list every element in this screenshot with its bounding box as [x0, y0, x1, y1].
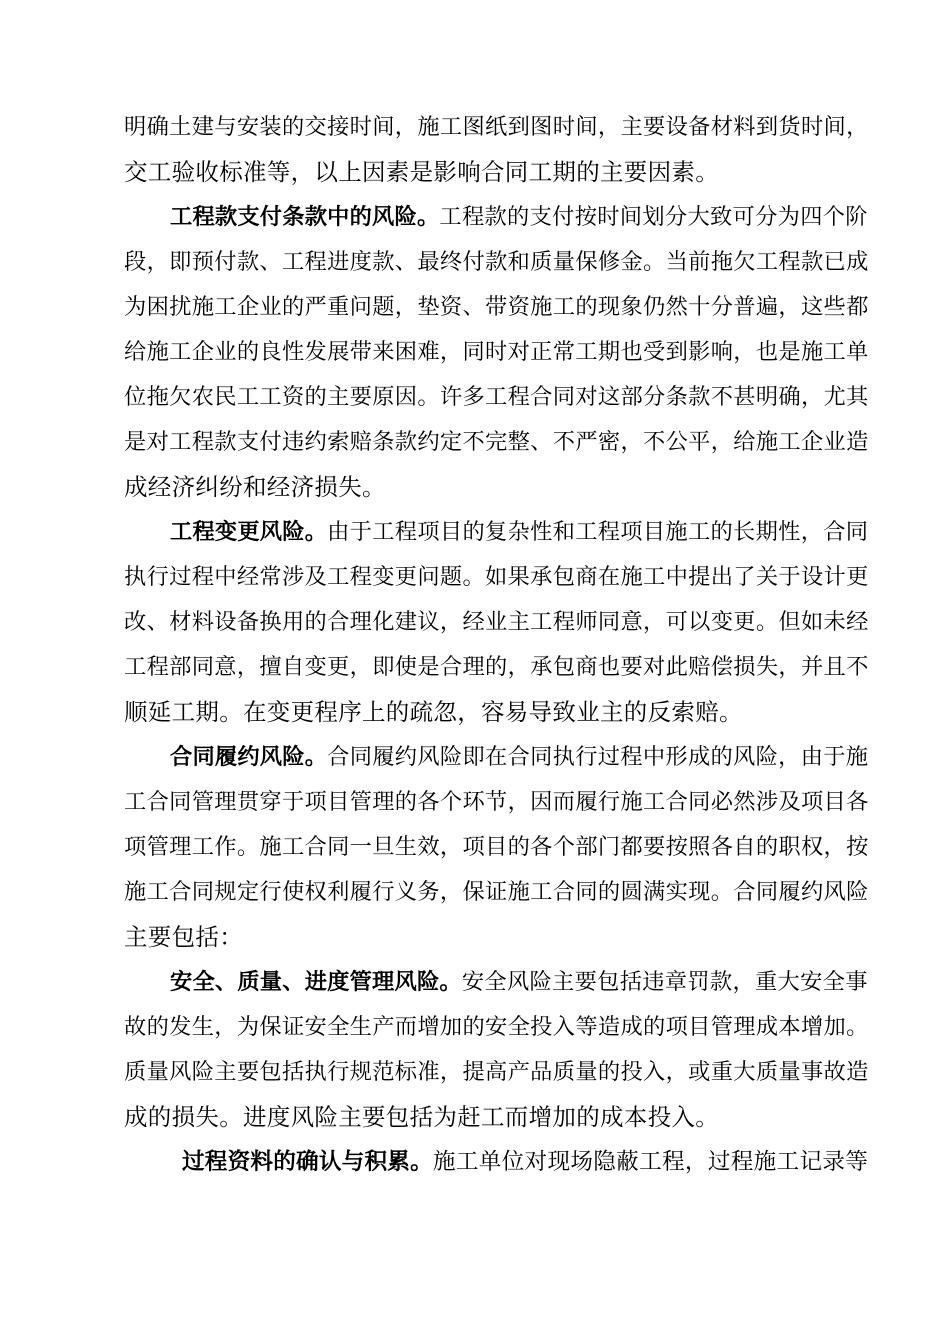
paragraph-text: 由于工程项目的复杂性和工程项目施工的长期性，合同: [327, 519, 869, 545]
paragraph-text: 施工单位对现场隐蔽工程，过程施工记录等: [432, 1149, 869, 1175]
paragraph-heading: 工程款支付条款中的风险。: [170, 204, 440, 230]
paragraph-line: 顺延工期。在变更程序上的疏忽，容易导致业主的反索赔。: [124, 698, 743, 726]
paragraph-line: 成的损失。进度风险主要包括为赶工而增加的成本投入。: [124, 1103, 719, 1131]
paragraph-heading: 合同履约风险。: [170, 744, 328, 770]
paragraph-line: 成经济纠纷和经济损失。: [124, 473, 386, 501]
paragraph-line: 位拖欠农民工工资的主要原因。许多工程合同对这部分条款不甚明确，尤其: [124, 384, 869, 410]
paragraph-first-line: [182, 1142, 868, 1182]
paragraph-line: 质量风险主要包括执行规范标准，提高产品质量的投入，或重大质量事故造: [124, 1059, 869, 1085]
paragraph-line: 段，即预付款、工程进度款、最终付款和质量保修金。当前拖欠工程款已成: [124, 249, 869, 275]
paragraph-text: 安全风险主要包括违章罚款，重大安全事: [461, 969, 868, 995]
paragraph-line: 执行过程中经常涉及工程变更问题。如果承包商在施工中提出了关于设计更: [124, 564, 869, 590]
paragraph-line: 改、材料设备换用的合理化建议，经业主工程师同意，可以变更。但如未经: [124, 609, 869, 635]
paragraph-line: 主要包括：: [124, 923, 243, 951]
paragraph-first-line: [170, 512, 868, 552]
paragraph-line: 工程部同意，擅自变更，即使是合理的，承包商也要对此赔偿损失，并且不: [124, 654, 869, 680]
paragraph-heading: 工程变更风险。: [170, 519, 328, 545]
paragraph-line: 明确土建与安装的交接时间，施工图纸到图时间，主要设备材料到货时间，: [124, 114, 869, 140]
paragraph-first-line: [170, 962, 868, 1002]
paragraph-text: 工程款的支付按时间划分大致可分为四个阶: [439, 204, 868, 230]
paragraph-heading: 过程资料的确认与积累。: [182, 1149, 433, 1175]
paragraph-line: 给施工企业的良性发展带来困难，同时对正常工期也受到影响，也是施工单: [124, 339, 869, 365]
paragraph-line: 施工合同规定行使权利履行义务，保证施工合同的圆满实现。合同履约风险: [124, 879, 869, 905]
paragraph-line: 项管理工作。施工合同一旦生效，项目的各个部门都要按照各自的职权，按: [124, 834, 869, 860]
paragraph-line: 工合同管理贯穿于项目管理的各个环节，因而履行施工合同必然涉及项目各: [124, 789, 869, 815]
paragraph-first-line: [170, 197, 868, 237]
paragraph-line: 是对工程款支付违约索赔条款约定不完整、不严密，不公平，给施工企业造: [124, 429, 869, 455]
paragraph-line: 为困扰施工企业的严重问题，垫资、带资施工的现象仍然十分普遍，这些都: [124, 294, 869, 320]
paragraph-first-line: [170, 737, 868, 777]
paragraph-text: 合同履约风险即在合同执行过程中形成的风险，由于施: [327, 744, 869, 770]
paragraph-line: 故的发生，为保证安全生产而增加的安全投入等造成的项目管理成本增加。: [124, 1014, 869, 1040]
paragraph-heading: 安全、质量、进度管理风险。: [170, 969, 462, 995]
paragraph-line: 交工验收标准等，以上因素是影响合同工期的主要因素。: [124, 158, 719, 186]
